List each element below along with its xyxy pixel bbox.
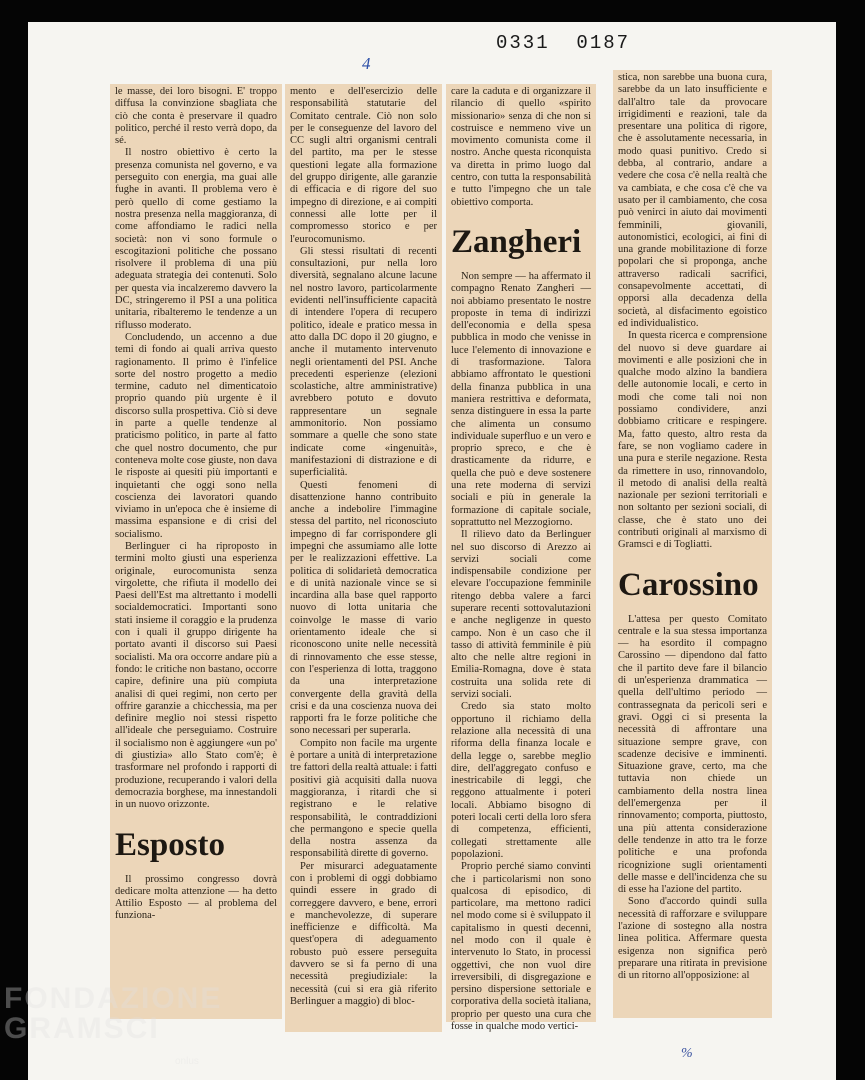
watermark-gramsci: GRAMSCI — [4, 1012, 160, 1045]
clipping-column-4 — [613, 70, 772, 1018]
watermark-foundation-name: FONDAZIONE — [4, 982, 223, 1015]
paragraph: Il prossimo congresso dovrà dedicare molta attenzione — ha detto Attilio Esposto — al problema del funziona- — [115, 873, 277, 922]
section-heading-carossino: Carossino — [618, 566, 759, 603]
section-heading-esposto: Esposto — [115, 826, 226, 863]
paragraph: Berlinguer ci ha riproposto in termini molto giusti una esperienza originale, eurocomunista senza virgolette, che rifiuta il modello dei Paesi dell'Est ma altrettanto i modelli socialdemocratici. Importanti sono stati insieme il coraggio e la prudenza con i quali il gruppo dirigente ha portato avanti il discorso sui Paesi socialisti. Ma ora occorre andare più a fondo: le critiche non bastano, occorre capire, definire una più compiuta analisi di quei regimi, non certo per offrire garanzie a chicchessia, ma per definire meglio noi stessi rispetto all'ideale che perseguiamo. Costruire il socialismo non è aggiungere «un po' di giustizia» allo Stato com'è; è trasformare nel profondo i rapporti di produzione, recuperando i valori della democrazia borghese, ma innestandoli in un nuovo orizzonte. — [115, 540, 277, 811]
paragraph: In questa ricerca e comprensione del nuovo si deve guardare ai movimenti e alle posizioni che in qualche modo alzino la bandiera delle autonomie locali, e certo in modi che come tali noi non possiamo condividere, anzi dobbiamo criticare e respingere. Ma, fatto questo, altro resta da fare, se non vogliamo cadere in una pura e sterile negazione. Resta da rimettere in uso, rinnovandolo, il metodo di analisi della realtà nazionale per sezioni territoriali e non soltanto per sezioni sociali, di classe, che è stato uno dei contributi originali al marxismo di Gramsci e di Togliatti. — [618, 330, 767, 551]
paragraph: Il nostro obiettivo è certo la presenza comunista nel governo, e va perseguito con energia, ma guai alle fughe in avanti. Il problema vero è però quello di come gestiamo la nostra presenza nella maggioranza, di come affondiamo le radici nella società: non vi sono formule o escogitazioni politiche che possano risolvere il problema di una più adeguata strategia dei contenuti. Solo per questa via incalzeremo davvero la DC, stringeremo il PSI a una politica unitaria, ribalteremo le tendenze a un riflusso moderato. — [115, 147, 277, 331]
paragraph: Concludendo, un accenno a due temi di fondo ai quali arriva questo ragionamento. Il primo è l'infelice sorte del nostro progetto a medio termine, caduto nel dimenticatoio proprio quando più urgente è il discorso sulla prospettiva. Ciò si deve in parte a quelle tendenze al praticismo politico, in parte al fatto che quel nostro documento, che pur conteneva molte cose giuste, non dava le risposte ai quesiti più importanti e inquietanti che oggi sono nella coscienza dei lavoratori quando viviamo in un'epoca che è insieme di massima espansione e di crisi del socialismo. — [115, 331, 277, 540]
archive-stamp-number: 0331 0187 — [496, 32, 631, 54]
clipping-column-1 — [110, 84, 282, 1019]
paragraph: stica, non sarebbe una buona cura, sarebbe da un lato insufficiente e dall'altro tale da provocare irrigidimenti e reazioni, tale da presentare una politica di rigore, che è assolutamente necessaria, in modo quasi punitivo. Credo si debba, al contrario, andare a vedere che cosa c'è nella realtà che va cambiata, e che cosa c'è che va usato per il cambiamento, che cosa può venirci in aiuto dai movimenti femminili, giovanili, autonomistici, ecologici, ai fini di una grande mobilitazione di forze popolari che si proponga, anche attraverso radicali sacrifici, consapevolmente accettati, di opporsi alla decadenza della società, al disfacimento egoistico ed individualistico. — [618, 72, 767, 329]
paragraph: Compito non facile ma urgente è portare a unità di interpretazione tre fattori della realtà attuale: i fatti positivi già acquisiti dalla nuova maggioranza, i ritardi che si registrano e le relative responsabilità, le contraddizioni che permangono e specie quella della nostra assenza da responsabilità dirette di governo. — [290, 737, 437, 860]
watermark-onlus: onlus — [175, 1056, 199, 1067]
section-heading-zangheri: Zangheri — [451, 223, 582, 260]
paragraph: Gli stessi risultati di recenti consultazioni, pur nella loro diversità, segnalano alcune lacune nel nostro lavoro, particolarmente evidenti nell'insufficiente capacità di intendere l'opera di recupero politico, ideale e pratico messa in atto dalla DC dopo il 20 giugno, e anche il mutamento intervenuto negli orientamenti del PSI. Anche precedenti esperienze (elezioni scolastiche, altre amministrative) avrebbero potuto e dovuto rappresentare un segnale ammonitorio. Non possiamo sommare a quelle che sono state indicate come «ingenuità», manifestazioni di distrazione e di superficialità. — [290, 245, 437, 479]
paragraph: care la caduta e di organizzare il rilancio di quello «spirito missionario» senza di che non si costruisce e nemmeno vive un movimento comunista come il nostro. Anche questa riconquista va diretta in primo luogo dal centro, con tutta la responsabilità e tutto l'impegno che un tale obiettivo comporta. — [451, 86, 591, 208]
paragraph: Per misurarci adeguatamente con i problemi di oggi dobbiamo quindi essere in grado di correggere davvero, e bene, errori e manchevolezze, di superare inefficienze e difficoltà. Ma quest'opera di adeguamento robusto può essere perseguita davvero se si fa perno di una necessità pregiudiziale: la necessità (cui si era già riferito Berlinguer a maggio) di bloc- — [290, 860, 437, 1007]
clipping-column-2 — [285, 84, 442, 1032]
paragraph: L'attesa per questo Comitato centrale e la sua stessa importanza — ha esordito il compagno Carossino — dipendono dal fatto che il partito deve fare il bilancio di un'esperienza drammatica — quella dell'ultimo periodo — contrassegnata da pericoli seri e gravi. Oggi ci si presenta la necessità di affrontare una situazione sempre grave, con scadenze decisive e imminenti. Situazione grave, certo, ma che tuttavia non chiede un cambiamento della nostra linea dell'emergenza per il rinnovamento; comporta, piuttosto, una più attenta considerazione delle tendenze in atto tra le forze politiche e una profonda ricognizione sugli orientamenti delle masse e dell'incidenza che su di esse ha l'azione del partito. — [618, 613, 767, 896]
paragraph: Credo sia stato molto opportuno il richiamo della relazione alla necessità di una riforma della finanza locale e della legge o, sarebbe meglio dire, dell'aggregato confuso e inestricabile di leggi, che reggono attualmente i poteri locali. Abbiamo bisogno di poteri locali certi della loro sfera di competenza, efficienti, collegati strettamente alle popolazioni. — [451, 701, 591, 860]
paragraph: mento e dell'esercizio delle responsabilità statutarie del Comitato centrale. Ciò non solo per le conseguenze del lavoro del CC sugli altri organismi centrali del partito, ma per le stesse questioni legate alla formazione del gruppo dirigente, alle garanzie di efficacia e di rigore del suo impegno di direzione, e ai compiti connessi alle lotte per il compromesso storico e per l'eurocomunismo. — [290, 86, 437, 245]
paragraph: Questi fenomeni di disattenzione hanno contribuito anche a indebolire l'immagine stessa del partito, nel riconosciuto impegno di far corrispondere gli impegni che assumiamo alle lotte per le realizzazioni effettive. La politica di solidarietà democratica e di unità nazionale vince se si incardina alla base quel rapporto nuovo di lotta unitaria che coinvolge le masse di vario orientamento ideale che si riconoscono unite nelle necessità di rinnovamento che esse stesse, con l'esperienza di lotta, traggono da una interpretazione convergente della gravità della crisi e da una coscienza nuova dei rapporti fra le forze politiche che sono necessari per superarla. — [290, 479, 437, 737]
paragraph: Il rilievo dato da Berlinguer nel suo discorso di Arezzo ai servizi sociali come indispensabile condizione per elevare l'occupazione femminile ritengo debba valere a farci superare recenti sottovalutazioni e anche negligenze in questo campo. Non è un caso che il tasso di attività femminile è più alto che nelle altre regioni in Emilia-Romagna, dove è stata costruita una solida rete di servizi sociali. — [451, 529, 591, 701]
paragraph: Non sempre — ha affermato il compagno Renato Zangheri — noi abbiamo presentato le nostre proposte in tema di indirizzi dell'economia e della spesa pubblica in modo che venisse in luce l'elemento di innovazione e di trasformazione. Talora abbiamo affrontato le questioni della finanza pubblica in una maniera restrittiva e deformata, senza distinguere in essa la parte che alimenta un consumo individuale superfluo e un vero e proprio spreco, e che è drasticamente da ridurre, e quella che può e deve sostenere una rete moderna di servizi sociali e più in generale la formazione di capitale sociale, soprattutto nel Mezzogiorno. — [451, 270, 591, 528]
paragraph: Sono d'accordo quindi sulla necessità di rafforzare e sviluppare l'azione di sostegno alla nostra linea politica. Affermare questa esigenza non significa però preparare una ritirata in previsione di un ritorno all'opposizione: al — [618, 896, 767, 982]
handwritten-corner-mark: % — [681, 1046, 693, 1061]
handwritten-page-number: 4 — [362, 54, 371, 73]
paragraph: Proprio perché siamo convinti che i particolarismi non sono qualcosa di episodico, di particolare, ma mettono radici nel modo come si è sviluppato il capitalismo in questi decenni, nel modo con il quale è intervenuto lo Stato, in processi oggettivi, che non vuol dire irreversibili, di disgregazione e persino dispersione settoriale e corporativa della società italiana, proprio per questo una cura che fosse in qualche modo vertici- — [451, 861, 591, 1033]
paragraph: le masse, dei loro bisogni. E' troppo diffusa la convinzione sbagliata che ciò che conta è preservare il quadro politico, perché il resto verrà dopo, da sé. — [115, 86, 277, 147]
clipping-column-3 — [446, 84, 596, 1033]
